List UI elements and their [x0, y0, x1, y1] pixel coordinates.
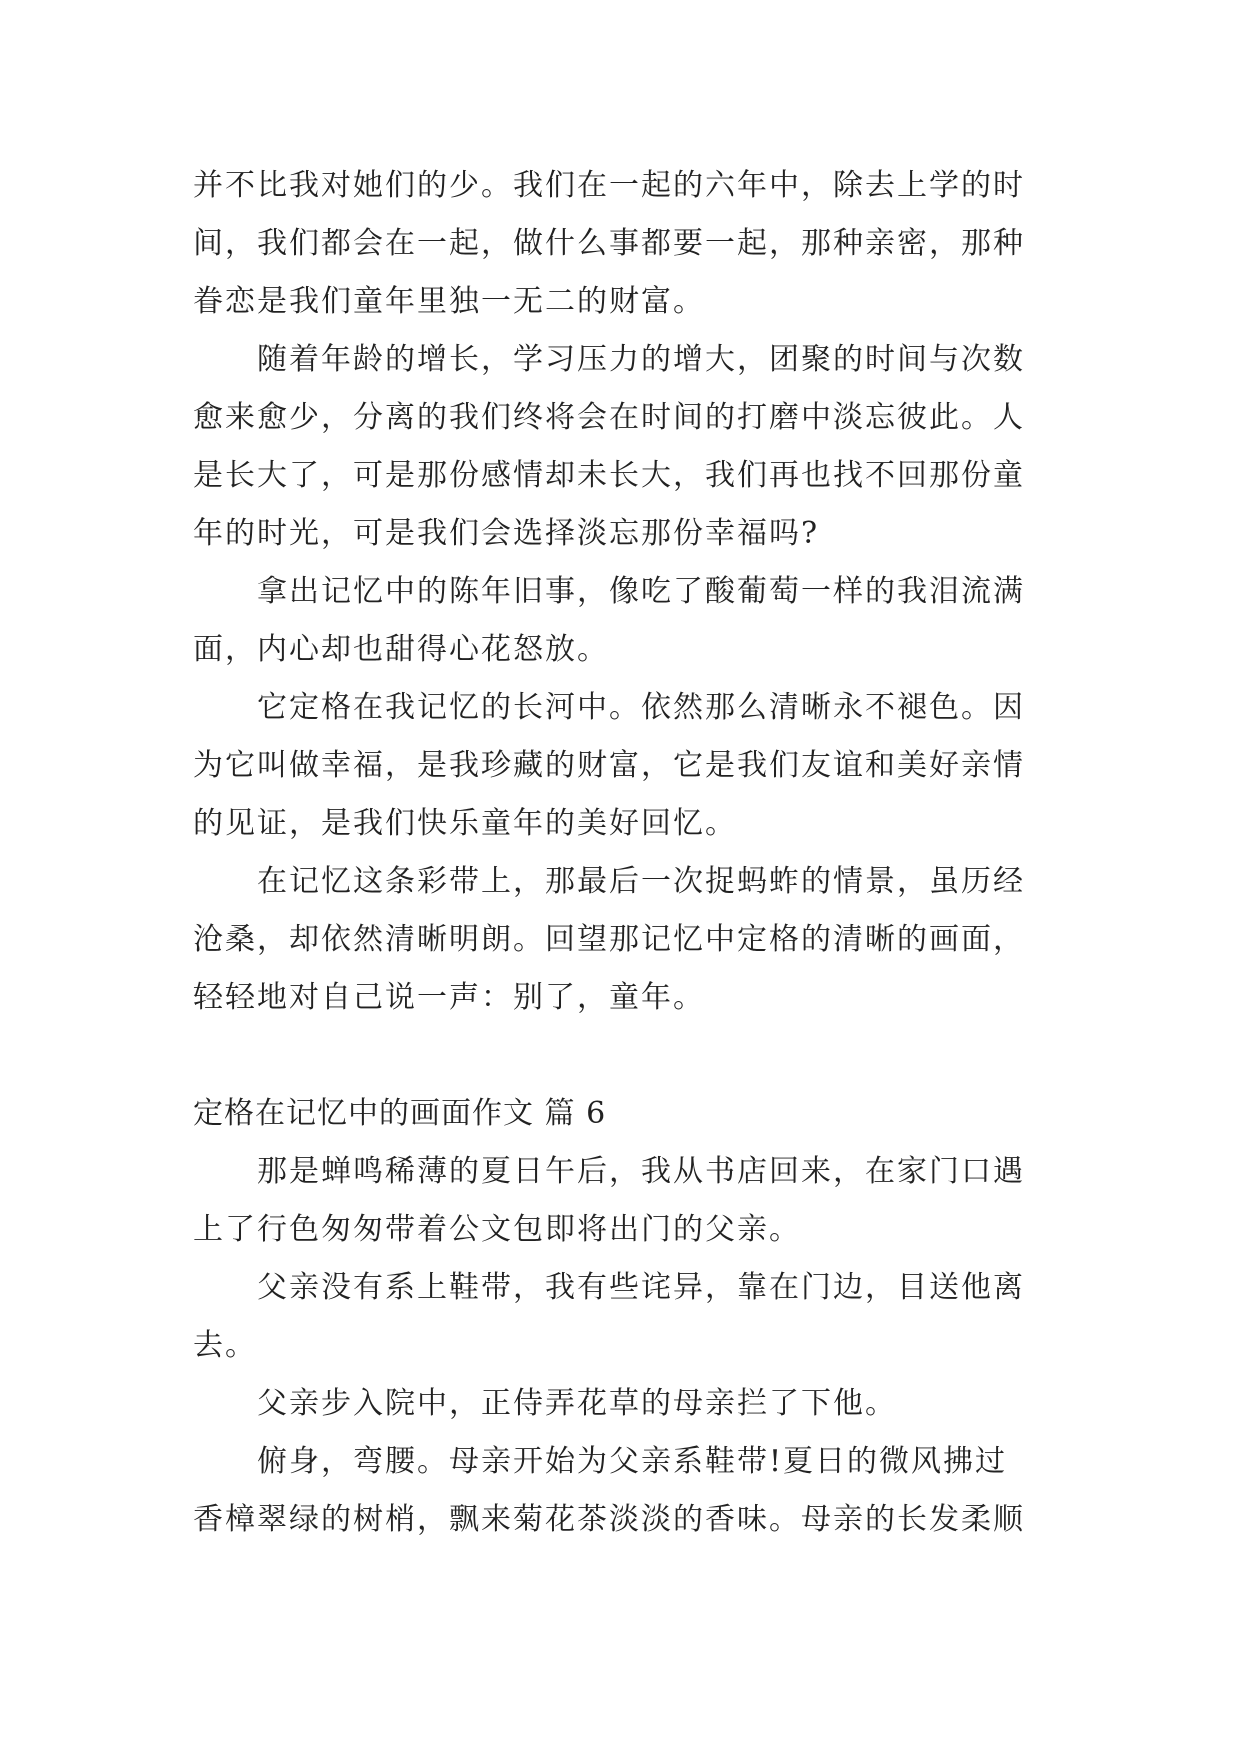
text-line: 拿出记忆中的陈年旧事，像吃了酸葡萄一样的我泪流满: [257, 574, 1025, 609]
text-line: 眷恋是我们童年里独一无二的财富。: [193, 284, 705, 319]
paragraph-7: [193, 1259, 1059, 1375]
paragraph-6: [193, 1143, 1059, 1259]
text-line: 并不比我对她们的少。我们在一起的六年中，除去上学的时: [193, 168, 1025, 203]
paragraph-4: [193, 679, 1059, 853]
text-line: 面，内心却也甜得心花怒放。: [193, 632, 609, 667]
text-line: 在记忆这条彩带上，那最后一次捉蚂蚱的情景，虽历经: [257, 864, 1025, 899]
paragraph-8: [193, 1375, 1059, 1433]
text-line: 沧桑，却依然清晰明朗。回望那记忆中定格的清晰的画面，: [193, 922, 1025, 957]
paragraph-1: [193, 157, 1059, 331]
text-line: 轻轻地对自己说一声：别了，童年。: [193, 980, 705, 1015]
text-line: 的见证，是我们快乐童年的美好回忆。: [193, 806, 737, 841]
text-line: 为它叫做幸福，是我珍藏的财富，它是我们友谊和美好亲情: [193, 748, 1025, 783]
text-line: 父亲步入院中，正侍弄花草的母亲拦了下他。: [257, 1386, 897, 1421]
text-line: 那是蝉鸣稀薄的夏日午后，我从书店回来，在家门口遇: [257, 1154, 1025, 1189]
text-line: 上了行色匆匆带着公文包即将出门的父亲。: [193, 1212, 801, 1247]
text-line: 它定格在我记忆的长河中。依然那么清晰永不褪色。因: [257, 690, 1025, 725]
paragraph-3: [193, 563, 1059, 679]
text-line: 年的时光，可是我们会选择淡忘那份幸福吗?: [193, 516, 820, 551]
document-page: [193, 157, 1059, 1549]
section-spacer: [193, 1027, 1059, 1085]
text-line: 去。: [193, 1328, 257, 1363]
text-line: 随着年龄的增长，学习压力的增大，团聚的时间与次数: [257, 342, 1025, 377]
paragraph-5: [193, 853, 1059, 1027]
text-line: 间，我们都会在一起，做什么事都要一起，那种亲密，那种: [193, 226, 1025, 261]
text-line: 是长大了，可是那份感情却未长大，我们再也找不回那份童: [193, 458, 1025, 493]
section-title: 定格在记忆中的画面作文 篇 6: [193, 1096, 607, 1131]
text-line: 愈来愈少，分离的我们终将会在时间的打磨中淡忘彼此。人: [193, 400, 1025, 435]
text-line: 香樟翠绿的树梢，飘来菊花茶淡淡的香味。母亲的长发柔顺: [193, 1502, 1025, 1537]
paragraph-9: [193, 1433, 1059, 1549]
text-line: 俯身，弯腰。母亲开始为父亲系鞋带!夏日的微风拂过: [257, 1444, 1008, 1479]
text-line: 父亲没有系上鞋带，我有些诧异，靠在门边，目送他离: [257, 1270, 1025, 1305]
paragraph-2: [193, 331, 1059, 563]
